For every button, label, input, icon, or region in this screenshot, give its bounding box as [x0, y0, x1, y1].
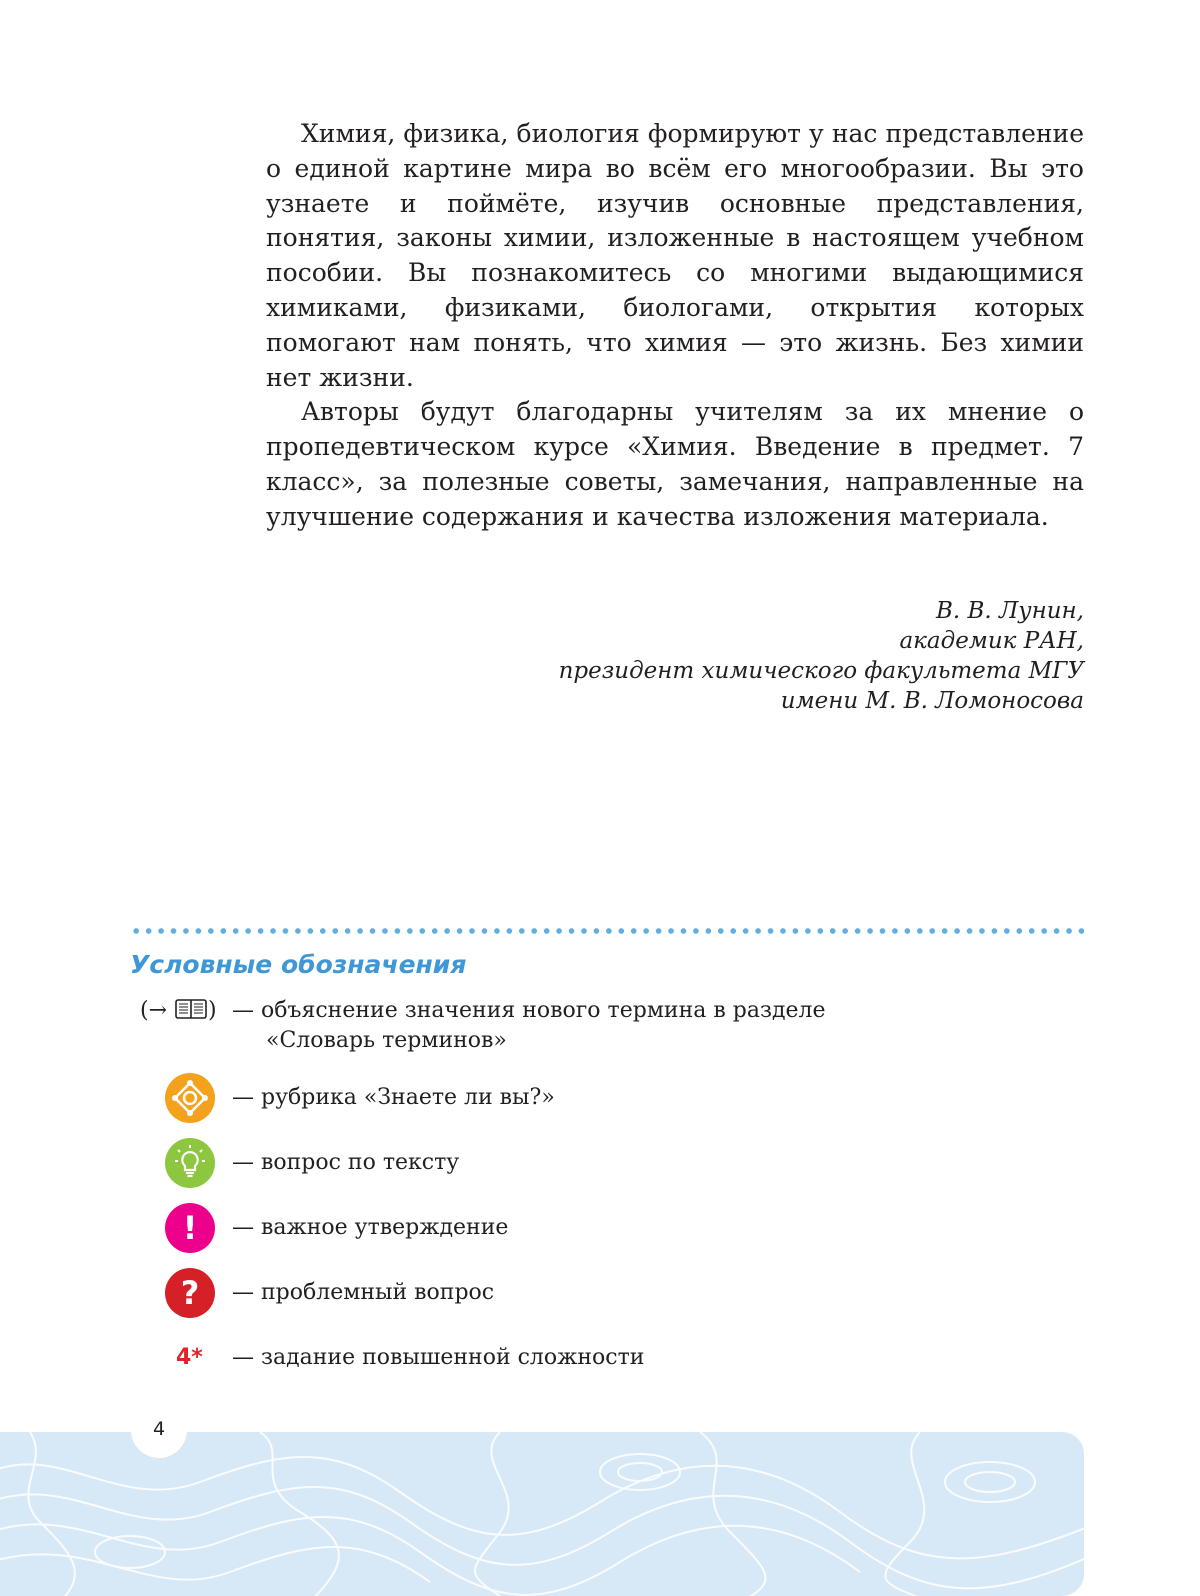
- book-reference-icon: [174, 997, 208, 1030]
- legend-title: Условные обозначения: [130, 950, 467, 979]
- signature-university: имени М. В. Ломоносова: [780, 688, 1084, 714]
- exclamation-glyph: !: [182, 1209, 198, 1247]
- signature-position: президент химического факультета МГУ: [558, 658, 1084, 684]
- paragraph-2: Авторы будут благодарны учителям за их мнение о пропедевтическом курсе «Химия. Введение в предмет. 7 класс», за полезные советы, замечания, направленные на улучшение содержания и качества изложения материала.: [266, 397, 1084, 531]
- arrow-symbol: (→: [140, 998, 175, 1023]
- bracket-symbol: ): [208, 998, 217, 1023]
- signature-name: В. В. Лунин,: [935, 598, 1084, 624]
- question-icon: [165, 1268, 215, 1318]
- legend-text-term-2: «Словарь терминов»: [266, 1028, 507, 1053]
- main-text: [266, 117, 1084, 535]
- exclamation-icon: [165, 1203, 215, 1253]
- signature: [559, 596, 1084, 716]
- legend-text-term-1: — объяснение значения нового термина в разделе: [232, 998, 826, 1023]
- signature-title: академик РАН,: [899, 628, 1084, 654]
- did-you-know-icon: [165, 1073, 215, 1123]
- dotted-divider: [130, 927, 1084, 935]
- question-glyph: ?: [180, 1274, 200, 1312]
- legend-text-important: — важное утверждение: [232, 1215, 509, 1240]
- book-reference-symbol: [140, 996, 217, 1030]
- hard-task-marker: 4*: [176, 1345, 203, 1370]
- legend-text-text-question: — вопрос по тексту: [232, 1150, 460, 1175]
- paragraph-1: Химия, физика, биология формируют у нас представление о единой картине мира во всём его многообразии. Вы это узнаете и поймёте, изучив основные представления, понятия, законы химии, изложенные в настоящем учебном пособии. Вы познакомитесь со многими выдающимися химиками, физиками, биологами, открытия которых помогают нам понять, что химия — это жизнь. Без химии нет жизни.: [266, 119, 1084, 392]
- lightbulb-icon: [165, 1138, 215, 1188]
- legend-text-problem: — проблемный вопрос: [232, 1280, 495, 1305]
- page-number: 4: [152, 1418, 166, 1440]
- legend-text-did-you-know: — рубрика «Знаете ли вы?»: [232, 1085, 555, 1110]
- legend-text-hard-task: — задание повышенной сложности: [232, 1345, 645, 1370]
